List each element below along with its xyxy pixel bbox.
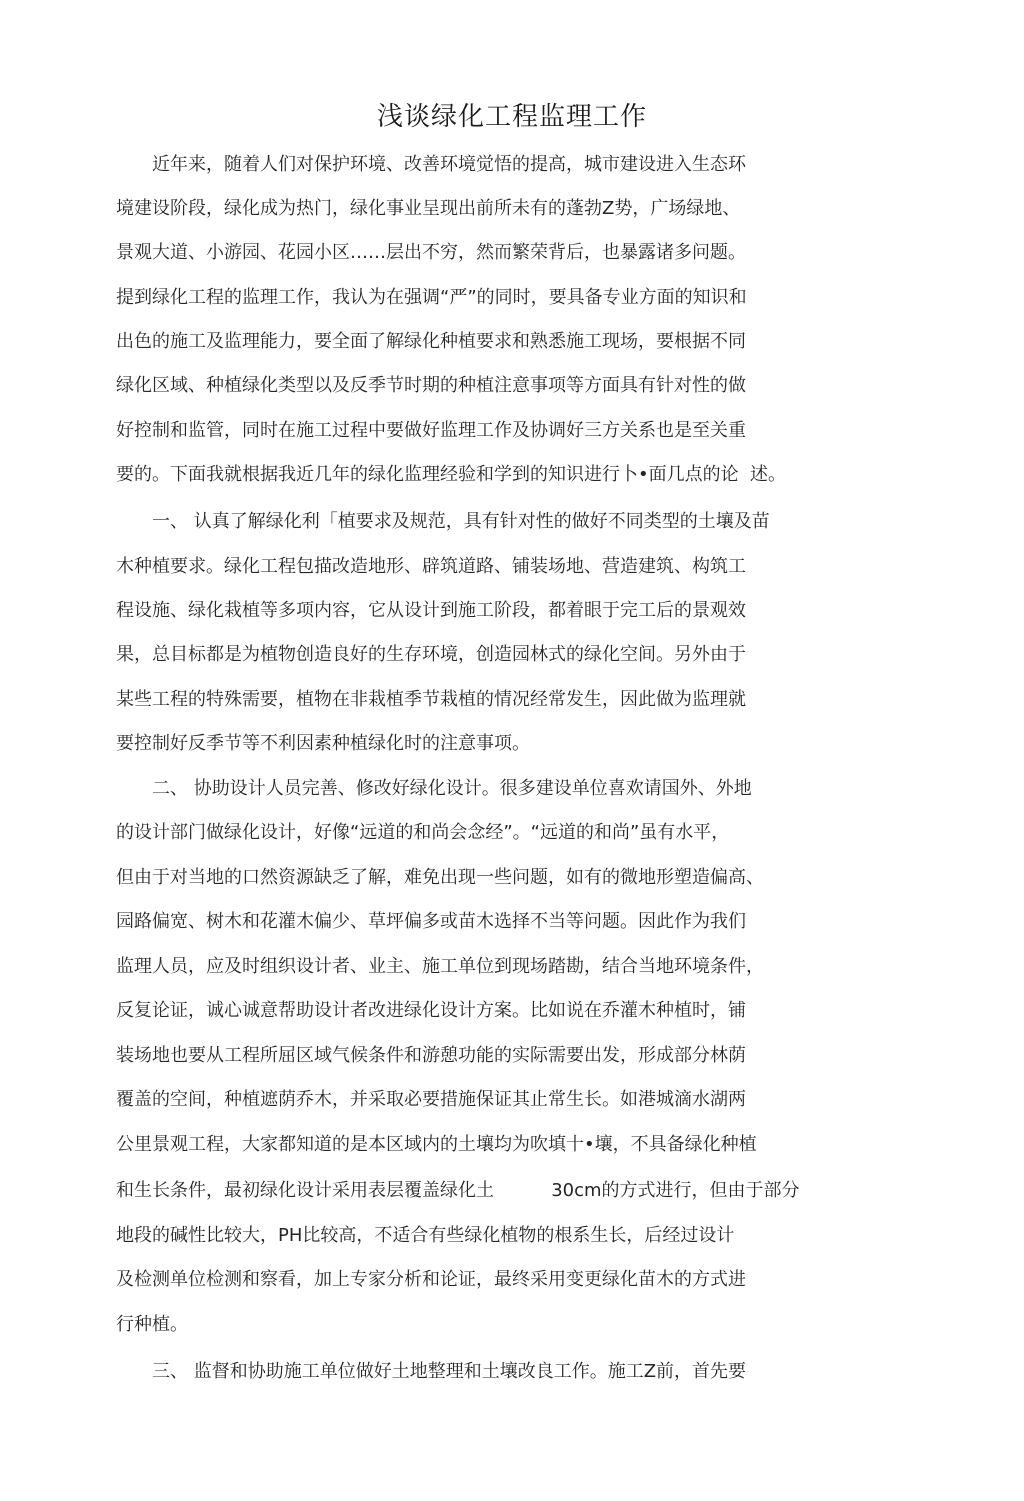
text-line: 要的。下面我就根据我近几年的绿化监理经验和学到的知识进行卜•面几点的论 述。 <box>116 464 787 485</box>
text-line: 监理人员，应及时组织设计者、业主、施工单位到现场踏勘，结合当地环境条件， <box>116 956 764 977</box>
document-title: 浅谈绿化工程监理工作 <box>376 102 647 132</box>
text-line: 近年来，随着人们对保护环境、改善环境觉悟的提高，城市建设进入生态环 <box>116 154 746 175</box>
text-line: 的设计部门做绿化设计，好像“远道的和尚会念经”。“远道的和尚”虽有水平， <box>116 822 730 843</box>
text-line: 园路偏宽、树木和花灌木偏少、草坪偏多或苗木选择不当等问题。因此作为我们 <box>116 911 746 932</box>
text-line: 果，总目标都是为植物创造良好的生存环境，创造园林式的绿化空间。另外由于 <box>116 644 746 665</box>
text-line: 提到绿化工程的监理工作，我认为在强调“严”的同时，要具备专业方面的知识和 <box>116 287 747 308</box>
text-line: 一、 认真了解绿化利「植要求及规范，具有针对性的做好不同类型的土壤及苗 <box>116 511 770 532</box>
text-line: 要控制好反季节等不利因素种植绿化时的注意事项。 <box>116 733 530 754</box>
text-line: 境建设阶段，绿化成为热门，绿化事业呈现出前所未有的蓬勃Z势，广场绿地、 <box>116 198 741 219</box>
text-line: 某些工程的特殊需要，植物在非栽植季节栽植的情况经常发生，因此做为监理就 <box>116 689 746 710</box>
text-line: 出色的施工及监理能力，要全面了解绿化种植要求和熟悉施工现场，要根据不同 <box>116 331 746 352</box>
text-line: 和生长条件，最初绿化设计采用表层覆盖绿化土 30cm的方式进行，但由于部分 <box>116 1180 800 1201</box>
text-line: 程设施、绿化栽植等多项内容，它从设计到施工阶段，都着眼于完工后的景观效 <box>116 600 746 621</box>
text-line: 景观大道、小游园、花园小区……层出不穷，然而繁荣背后，也暴露诸多问题。 <box>116 242 746 263</box>
text-line: 装场地也要从工程所屈区域气候条件和游憩功能的实际需要出发，形成部分林荫 <box>116 1045 746 1066</box>
text-line: 三、 监督和协助施工单位做好土地整理和土壤改良工作。施工Z前，首先要 <box>116 1361 747 1382</box>
text-line: 绿化区域、种植绿化类型以及反季节时期的种植注意事项等方面具有针对性的做 <box>116 375 746 396</box>
text-line: 覆盖的空间，种植遮荫乔木，并采取必要措施保证其止常生长。如港城滴水湖两 <box>116 1089 746 1110</box>
text-line: 及检测单位检测和察看，加上专家分析和论证，最终采用变更绿化苗木的方式进 <box>116 1269 746 1290</box>
text-line: 行种植。 <box>116 1314 188 1335</box>
text-line: 但由于对当地的口然资源缺乏了解，难免出现一些问题，如有的微地形塑造偏高、 <box>116 867 764 888</box>
text-line: 好控制和监管，同时在施工过程中要做好监理工作及协调好三方关系也是至关重 <box>116 420 746 441</box>
text-line: 地段的碱性比较大，PH比较高，不适合有些绿化植物的根系生长，后经过设计 <box>116 1225 735 1246</box>
text-line: 公里景观工程，大家都知道的是本区域内的土壤均为吹填十•壤，不具备绿化种植 <box>116 1134 757 1155</box>
text-line: 反复论证，诚心诚意帮助设计者改进绿化设计方案。比如说在乔灌木种植时，铺 <box>116 1000 746 1021</box>
text-line: 木种植要求。绿化工程包描改造地形、辟筑道路、铺装场地、营造建筑、构筑工 <box>116 556 746 577</box>
text-line: 二、 协助设计人员完善、修改好绿化设计。很多建设单位喜欢请国外、外地 <box>116 778 752 799</box>
